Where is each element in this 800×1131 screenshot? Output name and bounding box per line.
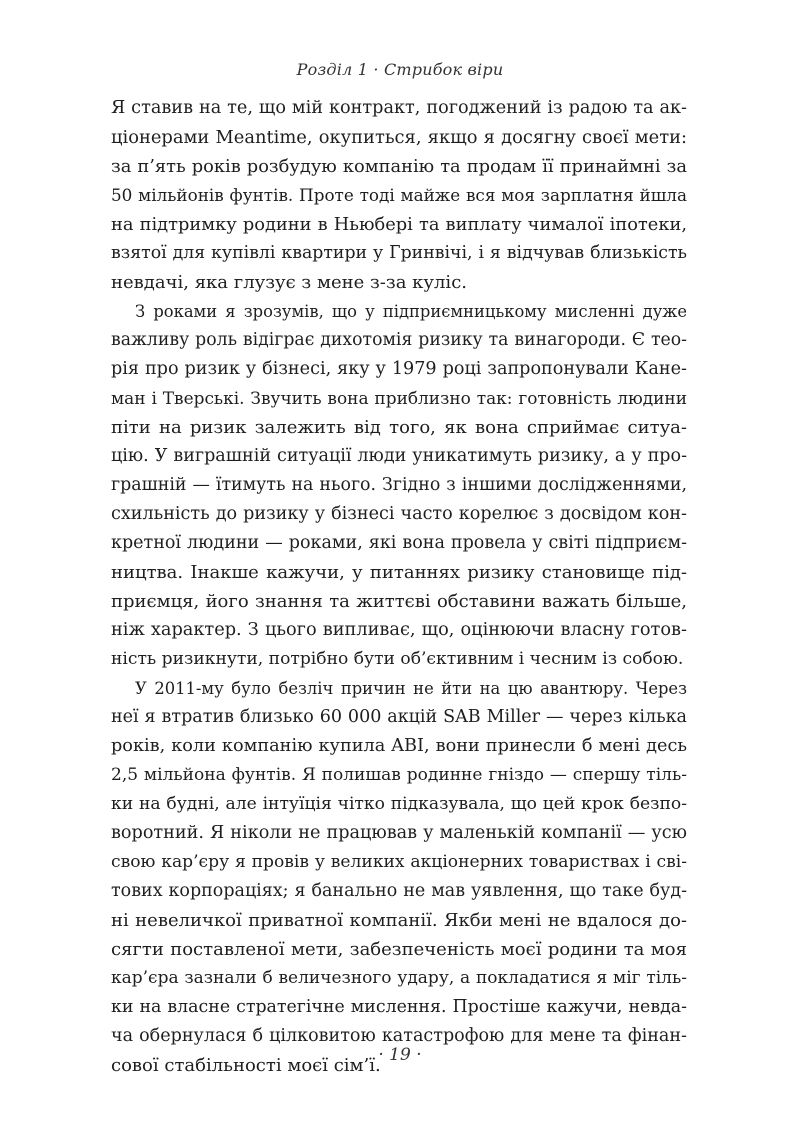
text-line: цію. У виграшній ситуації люди уникатимуть ризику, а у про- [111,446,687,466]
text-line: сової стабільності моєї сім’ї. [111,1055,381,1076]
text-line: на підтримку родини в Ньюбері та виплату чималої іпотеки, [111,214,687,235]
text-line: важливу роль відіграє дихотомія ризику та винагороди. Є тео- [111,330,687,350]
text-line: ки на власне стратегічне мислення. Простіше кажучи, невда- [111,997,687,1017]
text-line: неї я втратив близько 60 000 акцій SAB Miller — через кілька [111,707,687,727]
body-text [111,94,687,1080]
text-line: З роками я зрозумів, що у підприємницькому мисленні дуже [135,302,687,321]
text-line: ча обернулася б цілковитою катастрофою для мене та фінан- [111,1026,687,1046]
text-line: тових корпораціях; я банально не мав уявлення, що таке буд- [111,881,687,901]
text-line: свою кар’єру я провів у великих акціонерних товариствах і сві- [111,852,687,872]
text-line: ман і Тверські. Звучить вона приблизно так: готовність людини [111,388,687,408]
text-line: ність ризикнути, потрібно бути об’єктивним і чесним із собою. [111,649,684,669]
text-line: ні невеличкої приватної компанії. Якби мені не вдалося до- [111,910,687,931]
text-line: ництва. Інакше кажучи, у питаннях ризику становище під- [111,562,687,583]
text-line: років, коли компанію купила ABI, вони принесли б мені десь [111,736,687,756]
text-line: ціонерами Meantime, окупиться, якщо я досягну своєї мети: [111,127,687,148]
paragraph-3 [111,674,687,1080]
running-head: Розділ 1 · Стрибок віри [296,60,504,79]
text-line: за п’ять років розбудую компанію та продам її принаймні за [111,156,687,177]
text-line: ки на будні, але інтуїція чітко підказувала, що цей крок безпо- [111,794,687,814]
text-line: невдачі, яка глузує з мене з-за куліс. [111,272,467,293]
text-line: Я ставив на те, що мій контракт, погоджений із радою та ак- [111,98,687,118]
text-line: піти на ризик залежить від того, як вона сприймає ситуа- [111,417,687,438]
text-line: ніж характер. З цього випливає, що, оцінюючи власну готов- [111,620,687,640]
paragraph-2 [111,297,687,674]
text-line: 2,5 мільйона фунтів. Я полишав родинне гніздо — спершу тіль- [111,765,687,785]
text-line: взятої для купівлі квартири у Гринвічі, і я відчував близькість [111,243,687,263]
text-line: 50 мільйонів фунтів. Проте тоді майже вся моя зарплатня йшла [111,185,687,205]
text-line: схильність до ризику у бізнесі часто корелює з досвідом кон- [111,504,687,524]
text-line: грашній — їтимуть на нього. Згідно з іншими дослідженнями, [111,475,687,495]
page-number: · 19 · [378,1045,422,1065]
text-line: кар’єра зазнали б величезного удару, а покладатися я міг тіль- [111,968,687,988]
text-line: воротний. Я ніколи не працював у маленькій компанії — усю [111,823,687,843]
paragraph-1 [111,94,687,297]
text-line: сягти поставленої мети, забезпеченість моєї родини та моя [111,939,687,960]
text-line: рія про ризик у бізнесі, яку у 1979 році запропонували Кане- [111,359,687,379]
text-line: кретної людини — роками, які вона провела у світі підприєм- [111,533,687,553]
text-line: У 2011-му було безліч причин не йти на цю авантюру. Через [135,679,687,698]
text-line: приємця, його знання та життєві обставини важать більше, [111,591,687,612]
